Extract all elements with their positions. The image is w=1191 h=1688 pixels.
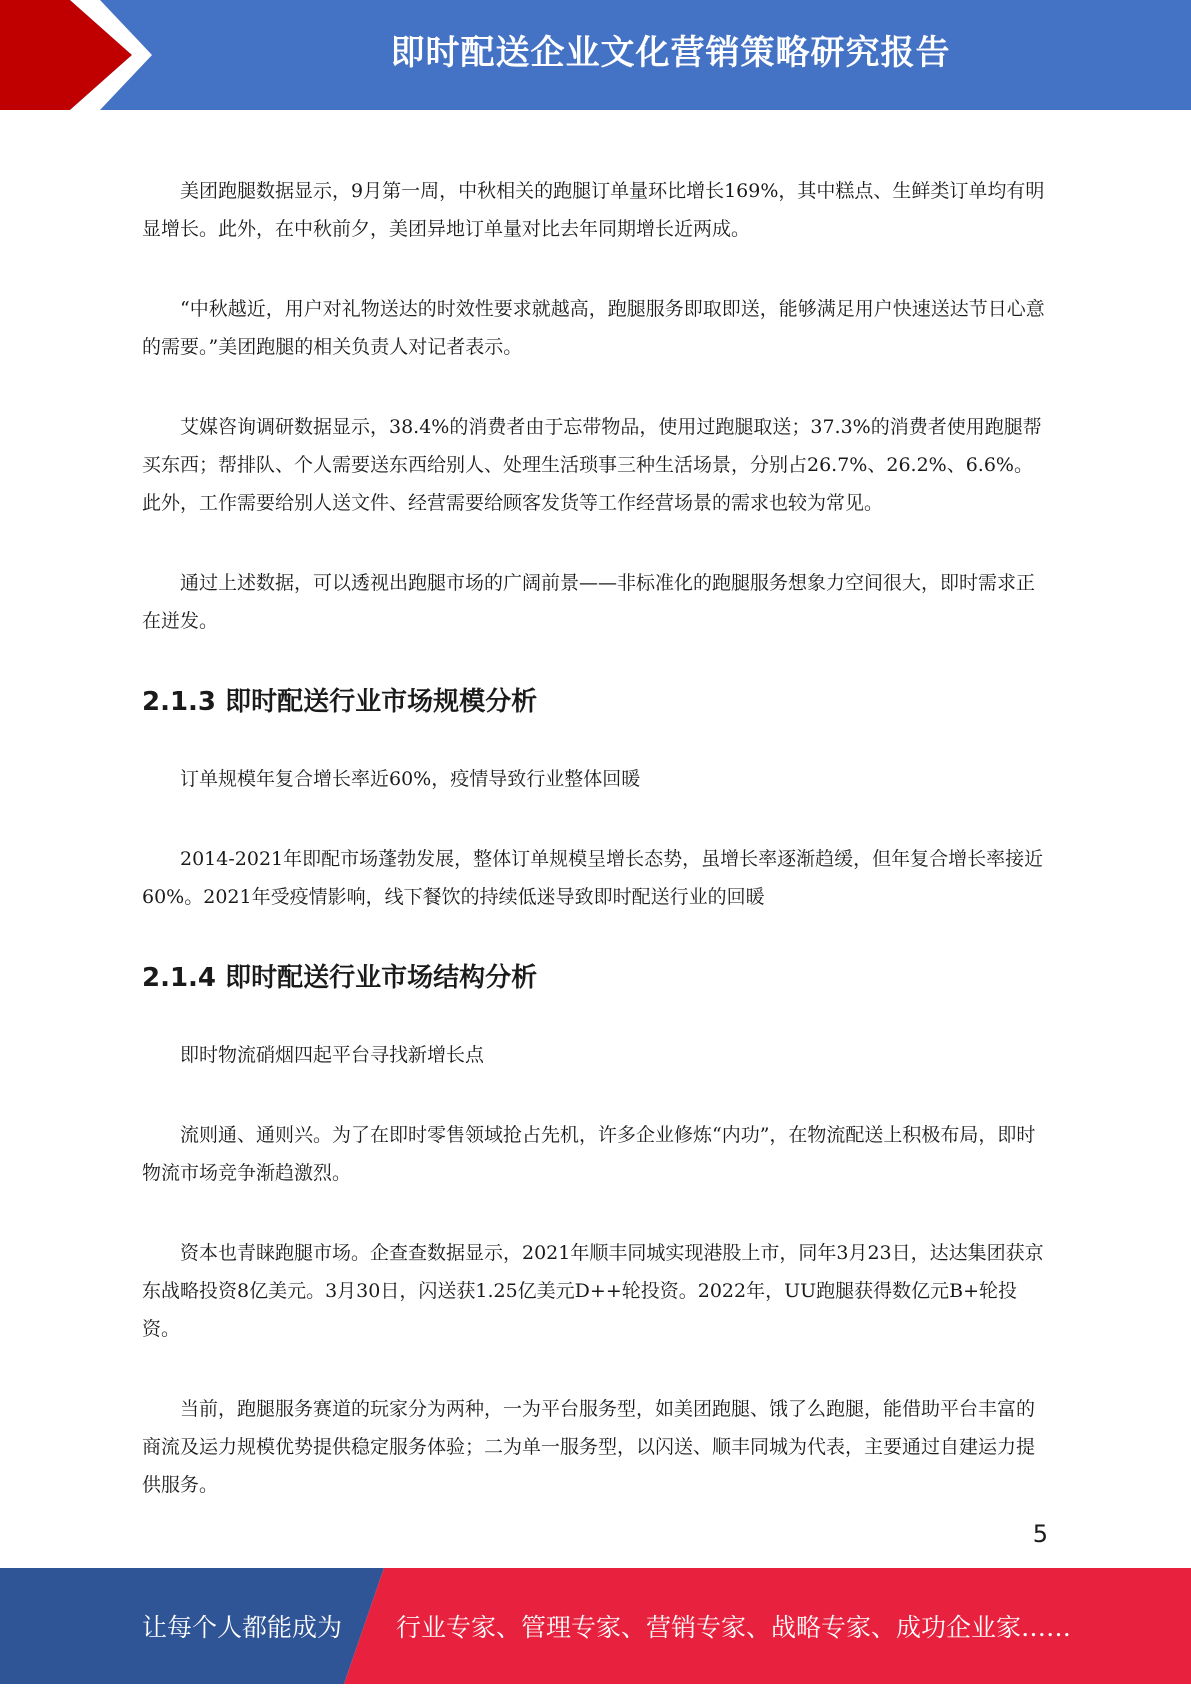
paragraph: 当前，跑腿服务赛道的玩家分为两种，一为平台服务型，如美团跑腿、饿了么跑腿，能借助平台丰富的商流及运力规模优势提供稳定服务体验；二为单一服务型，以闪送、顺丰同城为代表，主要通过自建运力提供服务。 (142, 1398, 1036, 1496)
paragraph: 即时物流硝烟四起平台寻找新增长点 (180, 1044, 485, 1066)
footer-slogan-left: 让每个人都能成为 (142, 1613, 343, 1642)
paragraph: 通过上述数据，可以透视出跑腿市场的广阔前景——非标准化的跑腿服务想象力空间很大，即时需求正在迸发。 (142, 572, 1036, 632)
section-heading-2-1-4: 2.1.4 即时配送行业市场结构分析 (142, 963, 538, 993)
page-footer (0, 1568, 1191, 1684)
page-number: 5 (1032, 1520, 1048, 1548)
section-heading-2-1-3: 2.1.3 即时配送行业市场规模分析 (142, 687, 538, 717)
page-header (0, 0, 1191, 110)
document-body (142, 172, 1046, 1546)
paragraph: 流则通、通则兴。为了在即时零售领域抢占先机，许多企业修炼“内功”，在物流配送上积极布局，即时物流市场竞争渐趋激烈。 (142, 1124, 1036, 1184)
paragraph: 2014-2021年即配市场蓬勃发展，整体订单规模呈增长态势，虽增长率逐渐趋缓，但年复合增长率接近60%。2021年受疫情影响，线下餐饮的持续低迷导致即时配送行业的回暖 (142, 848, 1044, 908)
report-title: 即时配送企业文化营销策略研究报告 (390, 33, 951, 73)
footer-slogan-right: 行业专家、管理专家、营销专家、战略专家、成功企业家…… (396, 1613, 1072, 1642)
paragraph: 美团跑腿数据显示，9月第一周，中秋相关的跑腿订单量环比增长169%，其中糕点、生鲜类订单均有明显增长。此外，在中秋前夕，美团异地订单量对比去年同期增长近两成。 (142, 180, 1045, 240)
paragraph: “中秋越近，用户对礼物送达的时效性要求就越高，跑腿服务即取即送，能够满足用户快速送达节日心意的需要。”美团跑腿的相关负责人对记者表示。 (142, 298, 1045, 358)
paragraph: 订单规模年复合增长率近60%，疫情导致行业整体回暖 (180, 768, 641, 790)
paragraph: 资本也青睐跑腿市场。企查查数据显示，2021年顺丰同城实现港股上市，同年3月23日，达达集团获京东战略投资8亿美元。3月30日，闪送获1.25亿美元D++轮投资。2022年，UU跑腿获得数亿元B+轮投资。 (142, 1242, 1044, 1340)
paragraph: 艾媒咨询调研数据显示，38.4%的消费者由于忘带物品，使用过跑腿取送；37.3%的消费者使用跑腿帮买东西；帮排队、个人需要送东西给别人、处理生活琐事三种生活场景，分别占26.7%、26.2%、6.6%。此外，工作需要给别人送文件、经营需要给顾客发货等工作经营场景的需求也较为常见。 (142, 416, 1042, 514)
